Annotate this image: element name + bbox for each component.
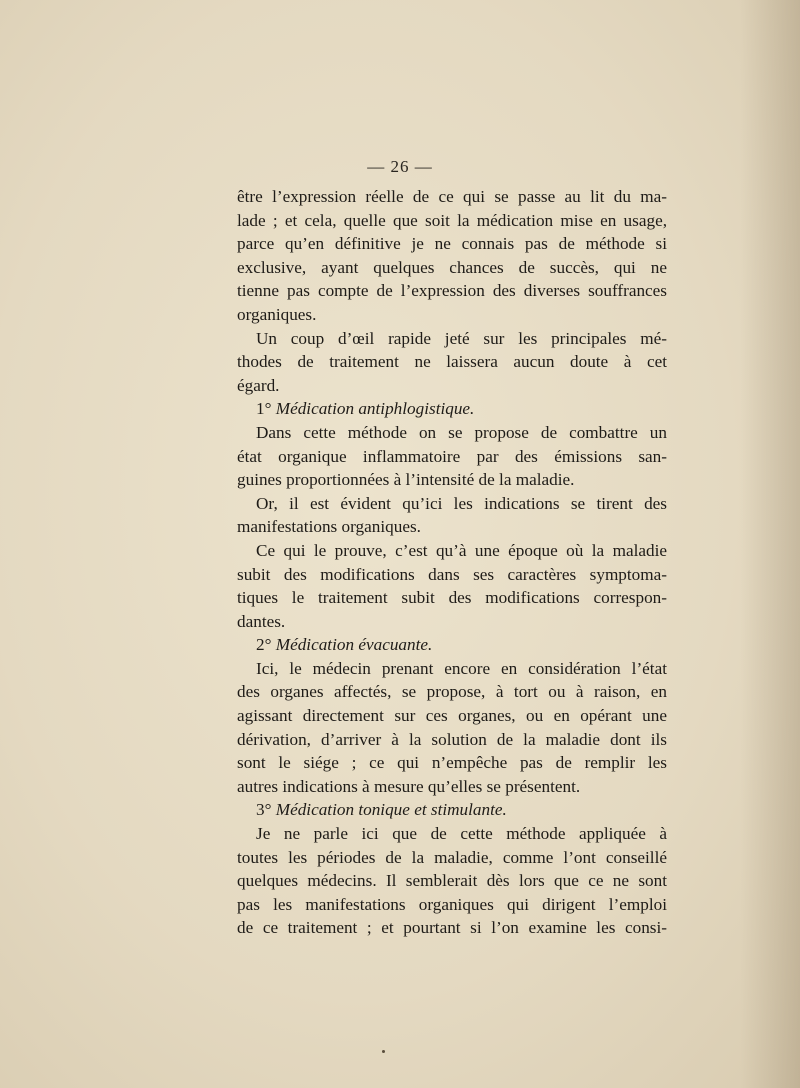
section-heading [237, 798, 667, 822]
paper-speck [382, 1050, 385, 1053]
text-line: manifestations organiques. [237, 517, 421, 537]
section-heading [237, 633, 667, 657]
body-text [237, 185, 667, 940]
text-line: exclusive, ayant quelques chances de succès, qui ne [237, 257, 667, 277]
text-line: toutes les périodes de la maladie, comme l’ont conseillé [237, 847, 667, 867]
text-line: parce qu’en définitive je ne connais pas de méthode si [237, 234, 667, 254]
text-line: Or, il est évident qu’ici les indications se tirent des [256, 493, 667, 513]
text-line: égard. [237, 375, 280, 395]
text-line: tiques le traitement subit des modifications correspon- [237, 588, 667, 608]
text-line: organiques. [237, 304, 317, 324]
text-line: autres indications à mesure qu’elles se présentent. [237, 776, 581, 796]
text-line: Dans cette méthode on se propose de combattre un [256, 422, 667, 442]
text-line: état organique inflammatoire par des émissions san- [237, 446, 667, 466]
page-number: — 26 — [367, 157, 433, 176]
text-line: des organes affectés, se propose, à tort ou à raison, en [237, 682, 667, 702]
text-line: Un coup d’œil rapide jeté sur les principales mé- [256, 328, 667, 348]
text-line: dantes. [237, 611, 286, 631]
text-line: subit des modifications dans ses caractères symptoma- [237, 564, 667, 584]
text-line: quelques médecins. Il semblerait dès lors que ce ne sont [237, 871, 667, 891]
text-line: Ici, le médecin prenant encore en considération l’état [256, 658, 667, 678]
section-title: Médication antiphlogistique. [275, 399, 475, 419]
text-line: tienne pas compte de l’expression des diverses souffrances [237, 281, 667, 301]
text-line: être l’expression réelle de ce qui se passe au lit du ma- [237, 187, 667, 206]
section-title: Médication tonique et stimulante. [275, 800, 507, 820]
text-line: pas les manifestations organiques qui dirigent l’emploi [237, 894, 667, 914]
text-line: de ce traitement ; et pourtant si l’on examine les consi- [237, 918, 667, 938]
section-number: 2° [256, 635, 276, 655]
text-line: lade ; et cela, quelle que soit la médication mise en usage, [237, 210, 667, 230]
text-line: thodes de traitement ne laissera aucun doute à cet [237, 352, 667, 372]
text-line: agissant directement sur ces organes, ou en opérant une [237, 706, 667, 726]
text-line: guines proportionnées à l’intensité de la maladie. [237, 470, 575, 490]
text-line: sont le siége ; ce qui n’empêche pas de remplir les [237, 753, 667, 773]
text-line: dérivation, d’arriver à la solution de la maladie dont ils [237, 729, 667, 749]
section-heading [237, 397, 667, 421]
section-title: Médication évacuante. [275, 635, 433, 655]
text-line: Ce qui le prouve, c’est qu’à une époque où la maladie [256, 540, 667, 560]
text-line: Je ne parle ici que de cette méthode appliquée à [256, 824, 667, 844]
section-number: 1° [256, 399, 276, 419]
section-number: 3° [256, 800, 276, 820]
